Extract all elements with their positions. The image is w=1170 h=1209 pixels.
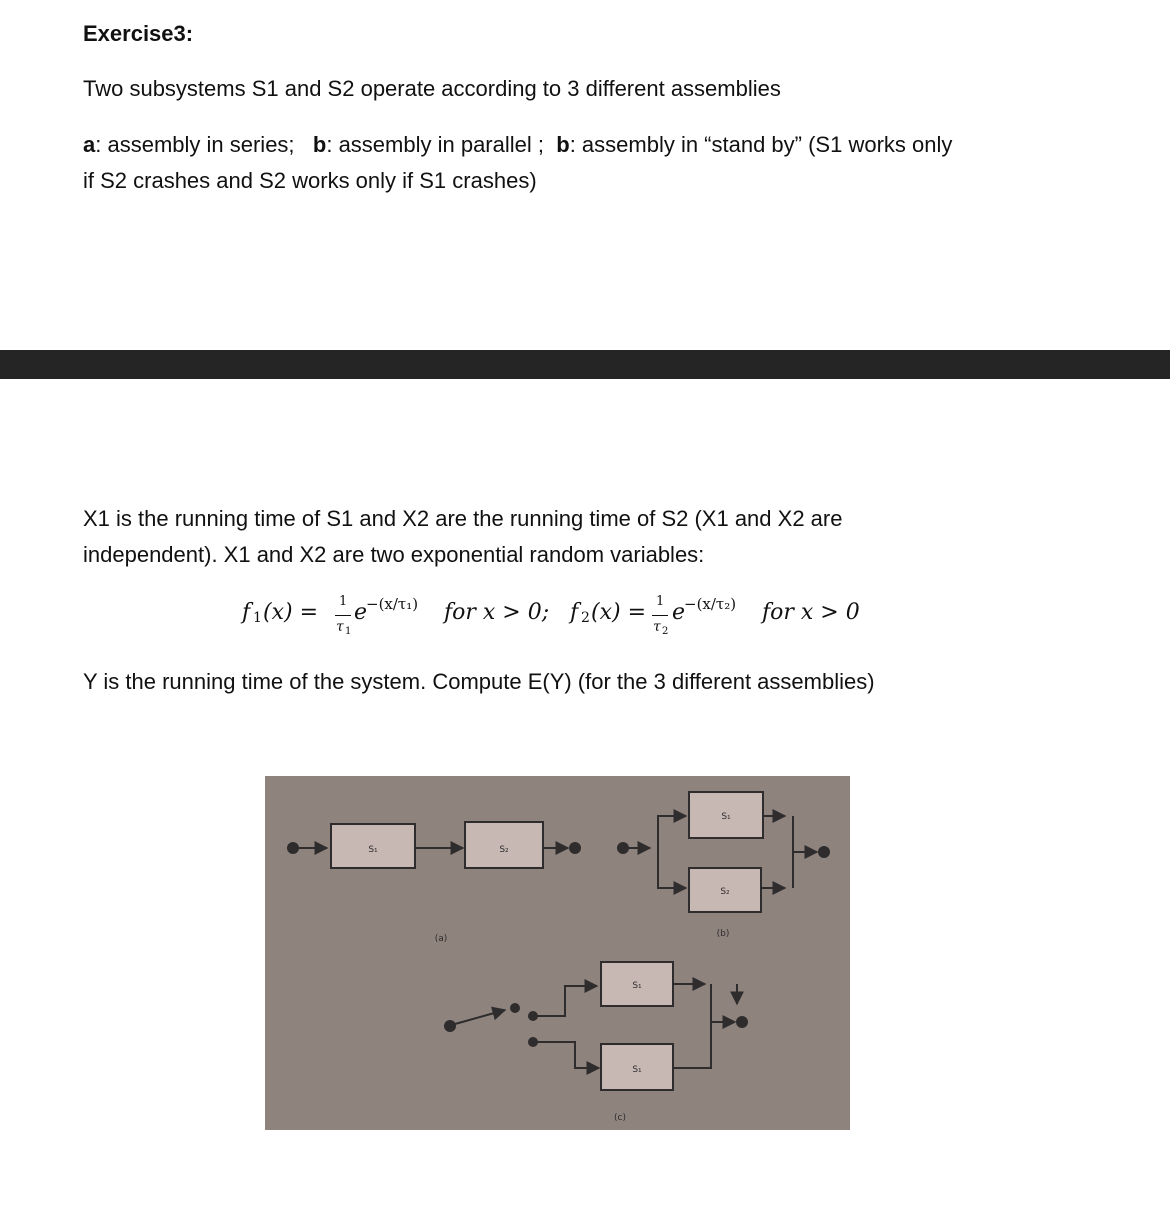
condition-1: for x > 0; (444, 600, 550, 625)
standby-label-s1: S₁ (632, 981, 642, 991)
condition-2: for x > 0 (762, 600, 860, 625)
assemblies-line-1 (83, 127, 952, 163)
assembly-diagram-photo (265, 776, 850, 1130)
frac2-denominator: τ (653, 619, 661, 635)
f1-argument: (x) = (263, 600, 318, 625)
frac2-denominator-subscript: 2 (662, 626, 669, 637)
frac2-numerator: 1 (656, 594, 665, 609)
standby-label-s2: S₁ (632, 1065, 642, 1075)
standby-output-node (737, 1017, 747, 1027)
dark-separator-bar (0, 350, 1170, 379)
assembly-c-key: b (556, 132, 570, 157)
parallel-label-s1: S₁ (721, 812, 731, 822)
e-symbol-1: e (354, 600, 368, 625)
frac1-numerator: 1 (339, 594, 348, 609)
assembly-a-key: a (83, 132, 96, 157)
assembly-b-text: : assembly in parallel ; (326, 132, 544, 157)
series-output-node (570, 843, 580, 853)
question-paragraph: Y is the running time of the system. Compute E(Y) (for the 3 different assemblies) (83, 669, 875, 694)
series-label-s2: S₂ (499, 845, 509, 855)
parallel-label-s2: S₂ (720, 887, 730, 897)
f2-argument: (x) = (591, 600, 646, 625)
frac1-denominator-subscript: 1 (345, 626, 352, 637)
standby-input-node (445, 1021, 455, 1031)
exponent-2: −(x/τ₂) (684, 595, 737, 613)
density-formula (242, 588, 902, 648)
parallel-output-node (819, 847, 829, 857)
assembly-a-text: : assembly in series; (95, 132, 295, 157)
f2-subscript: 2 (581, 610, 590, 626)
series-input-node (288, 843, 298, 853)
standby-switch-contact-top (511, 1004, 519, 1012)
f2-symbol: f (570, 600, 579, 625)
assembly-c-text: : assembly in “stand by” (S1 works only (569, 132, 953, 157)
f1-subscript: 1 (253, 610, 262, 626)
f1-symbol: f (242, 600, 251, 625)
parallel-input-node (618, 843, 628, 853)
caption-a: (a) (434, 934, 448, 944)
exercise-title: Exercise3: (83, 21, 194, 46)
intro-paragraph: Two subsystems S1 and S2 operate according to 3 different assemblies (83, 76, 781, 101)
assembly-b-key: b (312, 132, 327, 157)
frac1-denominator: τ (336, 619, 344, 635)
frac1-line (335, 615, 351, 616)
series-label-s1: S₁ (368, 845, 378, 855)
variables-line-2: independent). X1 and X2 are two exponential random variables: (83, 542, 705, 567)
variables-line-1: X1 is the running time of S1 and X2 are the running time of S2 (X1 and X2 are (83, 506, 843, 531)
caption-b: (b) (716, 929, 730, 939)
caption-c: (c) (614, 1113, 626, 1123)
exponent-1: −(x/τ₁) (366, 595, 419, 613)
e-symbol-2: e (672, 600, 686, 625)
frac2-line (652, 615, 668, 616)
assemblies-line-2: if S2 crashes and S2 works only if S1 crashes) (83, 168, 537, 193)
